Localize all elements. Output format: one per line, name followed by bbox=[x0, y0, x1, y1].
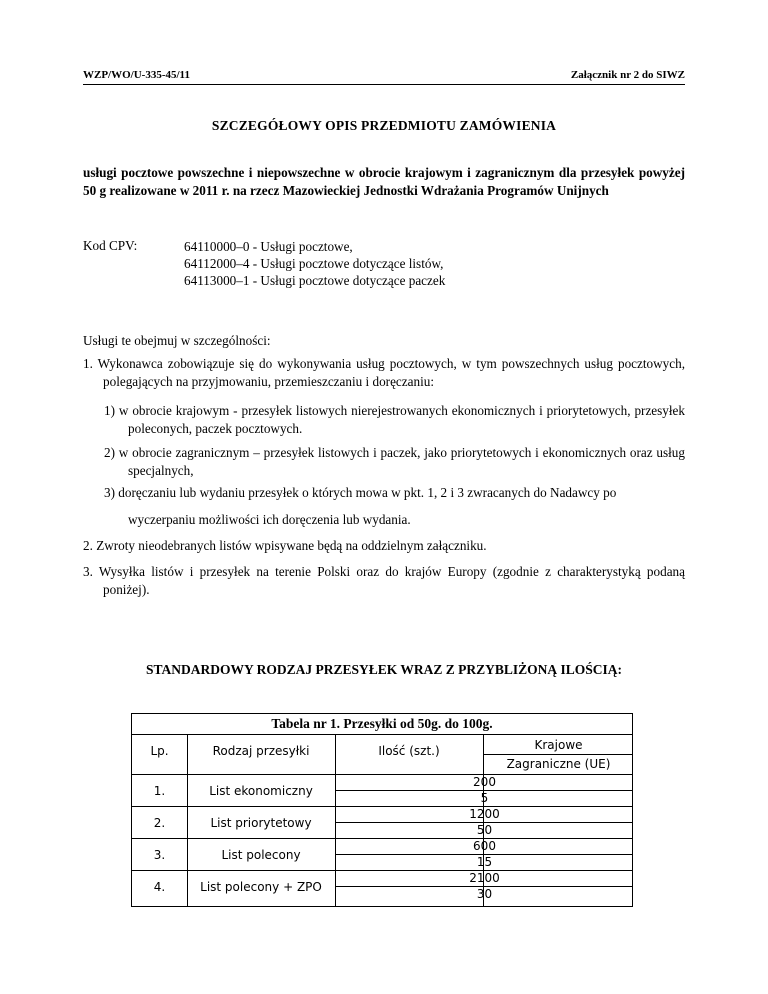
column-header-type: Rodzaj przesyłki bbox=[212, 744, 310, 758]
cpv-code: 64113000–1 - Usługi pocztowe dotyczące paczek bbox=[184, 273, 446, 288]
row-type: List polecony bbox=[221, 848, 301, 862]
cpv-code: 64112000–4 - Usługi pocztowe dotyczące listów, bbox=[184, 256, 444, 271]
order-subject: usługi pocztowe powszechne i niepowszechne w obrocie krajowym i zagranicznym dla przesyłek powyżej 50 g realizowane w 2011 r. na rzecz Mazowieckiej Jednostki Wdrażania Programów Unijnych bbox=[83, 165, 685, 198]
column-header-lp: Lp. bbox=[150, 744, 169, 758]
sub-item-1: 1) w obrocie krajowym - przesyłek listowych nierejestrowanych ekonomicznych i priorytetowych, przesyłek poleconych, paczek pocztowych. bbox=[104, 403, 685, 436]
row-foreign-qty: 50 bbox=[476, 823, 493, 837]
column-header-domestic: Krajowe bbox=[534, 738, 583, 752]
row-domestic-qty: 2100 bbox=[469, 871, 500, 885]
row-foreign-qty: 30 bbox=[476, 887, 493, 901]
section-heading: STANDARDOWY RODZAJ PRZESYŁEK WRAZ Z PRZYBLIŻONĄ ILOŚCIĄ: bbox=[145, 662, 623, 677]
list-item-2: 2. Zwroty nieodebranych listów wpisywane będą na oddzielnym załączniku. bbox=[83, 538, 487, 553]
row-type: List polecony + ZPO bbox=[200, 880, 322, 894]
row-lp: 1. bbox=[153, 784, 166, 798]
row-type: List ekonomiczny bbox=[209, 784, 313, 798]
row-domestic-qty: 600 bbox=[473, 839, 496, 853]
table-divider bbox=[483, 754, 632, 755]
shipments-table bbox=[131, 713, 633, 907]
row-domestic-qty: 1200 bbox=[469, 807, 500, 821]
row-foreign-qty: 5 bbox=[480, 791, 489, 805]
cpv-code: 64110000–0 - Usługi pocztowe, bbox=[184, 239, 353, 254]
row-foreign-qty: 15 bbox=[476, 855, 493, 869]
column-header-quantity: Ilość (szt.) bbox=[378, 744, 440, 758]
column-header-foreign: Zagraniczne (UE) bbox=[506, 757, 611, 771]
list-item-3: 3. Wysyłka listów i przesyłek na terenie Polski oraz do krajów Europy (zgodnie z charakterystyką podaną poniżej). bbox=[83, 564, 685, 597]
row-lp: 2. bbox=[153, 816, 166, 830]
page-title: SZCZEGÓŁOWY OPIS PRZEDMIOTU ZAMÓWIENIA bbox=[211, 118, 557, 133]
list-item-1: 1. Wykonawca zobowiązuje się do wykonywania usług pocztowych, w tym powszechnych usług pocztowych, polegających na przyjmowaniu, przemieszczaniu i doręczaniu: bbox=[83, 356, 685, 389]
services-intro: Usługi te obejmuj w szczególności: bbox=[83, 333, 271, 348]
table-divider bbox=[132, 734, 632, 735]
row-domestic-qty: 200 bbox=[473, 775, 496, 789]
row-lp: 3. bbox=[153, 848, 166, 862]
row-lp: 4. bbox=[153, 880, 166, 894]
sub-item-3: 3) doręczaniu lub wydaniu przesyłek o których mowa w pkt. 1, 2 i 3 zwracanych do Nadawcy po bbox=[104, 485, 617, 500]
cpv-label: Kod CPV: bbox=[83, 238, 138, 253]
document-header bbox=[83, 66, 685, 85]
sub-item-2: 2) w obrocie zagranicznym – przesyłek listowych i paczek, jako priorytetowych i ekonomicznych oraz usług specjalnych, bbox=[104, 445, 685, 478]
reference-number: WZP/WO/U-335-45/11 bbox=[83, 69, 190, 81]
cpv-code-list bbox=[184, 238, 445, 289]
row-type: List priorytetowy bbox=[210, 816, 312, 830]
attachment-label: Załącznik nr 2 do SIWZ bbox=[570, 69, 685, 81]
sub-item-3-continuation: wyczerpaniu możliwości ich doręczenia lub wydania. bbox=[128, 512, 411, 527]
table-caption: Tabela nr 1. Przesyłki od 50g. do 100g. bbox=[271, 716, 493, 731]
